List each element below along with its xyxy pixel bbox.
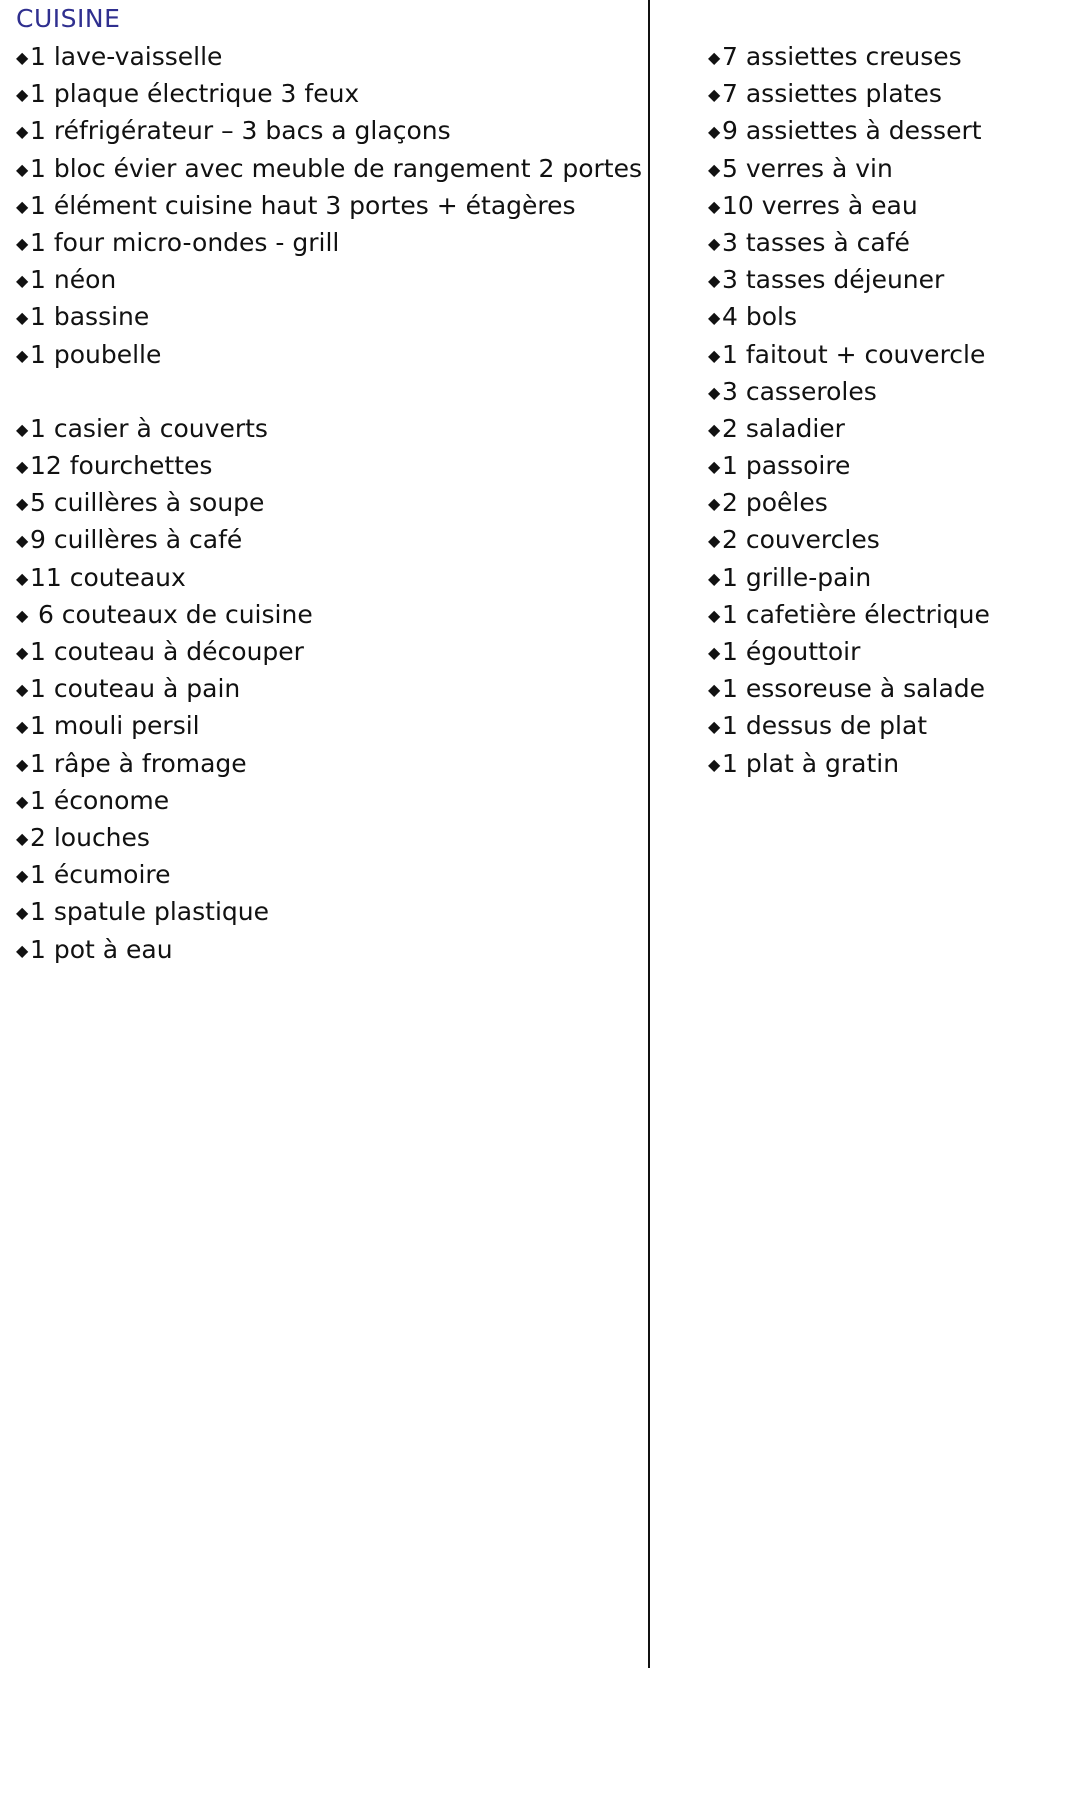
- list-item-text: 1 économe: [30, 785, 170, 815]
- list-item: [708, 410, 990, 447]
- list-item: [708, 447, 990, 484]
- column-divider: [648, 0, 650, 1668]
- bullet-icon: ◆: [708, 382, 721, 402]
- bullet-icon: ◆: [708, 680, 721, 700]
- bullet-icon: ◆: [16, 122, 29, 142]
- list-item-text: 1 plat à gratin: [722, 748, 900, 778]
- list-item: [16, 931, 642, 968]
- bullet-icon: ◆: [16, 754, 29, 774]
- list-item-text: 7 assiettes creuses: [722, 42, 962, 71]
- list-item: [708, 224, 990, 261]
- list-item: [708, 373, 990, 410]
- bullet-icon: ◆: [16, 85, 29, 105]
- list-item: [16, 261, 642, 298]
- list-item-text: 1 poubelle: [30, 339, 162, 369]
- list-item: [708, 112, 990, 149]
- list-item-text: 1 néon: [30, 265, 117, 295]
- list-item-text: 1 bassine: [30, 302, 150, 332]
- bullet-icon: ◆: [16, 271, 29, 291]
- list-item: [16, 150, 642, 187]
- list-item-text: 1 four micro-ondes - grill: [30, 227, 340, 257]
- list-item-text: 12 fourchettes: [30, 451, 213, 481]
- list-item-text: 9 assiettes à dessert: [722, 116, 982, 146]
- list-item: [16, 893, 642, 930]
- bullet-icon: ◆: [708, 233, 721, 253]
- list-item: [16, 856, 642, 893]
- list-item: [708, 707, 990, 744]
- list-item: [708, 670, 990, 707]
- bullet-icon: ◆: [708, 196, 721, 216]
- list-item: [708, 298, 990, 335]
- bullet-icon: ◆: [708, 643, 721, 662]
- list-item-text: 1 écumoire: [30, 860, 171, 890]
- bullet-icon: ◆: [16, 680, 29, 700]
- list-item-text: 1 faitout + couvercle: [722, 339, 986, 369]
- list-item-text: 1 cafetière électrique: [722, 599, 990, 629]
- list-item-text: 1 couteau à pain: [30, 674, 241, 704]
- list-item: [16, 336, 642, 373]
- list-item-text: 5 verres à vin: [722, 153, 893, 183]
- bullet-icon: ◆: [708, 85, 721, 105]
- bullet-icon: ◆: [16, 457, 29, 477]
- bullet-icon: ◆: [708, 159, 721, 179]
- list-item: [16, 224, 642, 261]
- bullet-icon: ◆: [708, 754, 721, 774]
- list-item-text: 1 bloc évier avec meuble de rangement 2 portes: [30, 153, 643, 183]
- list-item: [708, 336, 990, 373]
- list-item-text: 2 couvercles: [722, 525, 880, 555]
- list-item-text: 5 cuillères à soupe: [30, 488, 265, 518]
- list-item: [16, 447, 642, 484]
- right-inventory-list: [708, 38, 990, 782]
- list-item-text: 6 couteaux de cuisine: [30, 599, 313, 629]
- list-item-text: 1 élément cuisine haut 3 portes + étagères: [30, 190, 576, 220]
- list-item: [16, 38, 642, 75]
- list-item-text: 1 essoreuse à salade: [722, 674, 986, 704]
- bullet-icon: ◆: [708, 494, 721, 514]
- list-item-text: 1 casier à couverts: [30, 413, 268, 443]
- bullet-icon: ◆: [16, 940, 29, 960]
- list-item: [16, 187, 642, 224]
- list-item-text: 1 pot à eau: [30, 934, 173, 964]
- list-item: [708, 596, 990, 633]
- bullet-icon: ◆: [16, 308, 29, 328]
- list-item-text: 10 verres à eau: [722, 190, 918, 220]
- list-item: [16, 521, 642, 558]
- bullet-icon: ◆: [16, 791, 29, 811]
- list-item-text: 9 cuillères à café: [30, 525, 243, 555]
- list-item-text: 1 grille-pain: [722, 562, 872, 592]
- section-title: CUISINE: [16, 4, 121, 33]
- bullet-icon: ◆: [708, 419, 721, 439]
- bullet-icon: ◆: [16, 531, 29, 551]
- bullet-icon: ◆: [16, 196, 29, 216]
- bullet-icon: ◆: [16, 866, 29, 886]
- list-item: [708, 75, 990, 112]
- list-item: [16, 298, 642, 335]
- list-item-text: 3 tasses à café: [722, 227, 910, 257]
- bullet-icon: ◆: [708, 568, 721, 588]
- list-item-text: 1 réfrigérateur – 3 bacs a glaçons: [30, 116, 451, 146]
- bullet-icon: ◆: [16, 48, 29, 67]
- list-item: [708, 187, 990, 224]
- list-item: [708, 484, 990, 521]
- list-item-text: 2 poêles: [722, 488, 828, 518]
- bullet-icon: ◆: [708, 271, 721, 291]
- bullet-icon: ◆: [16, 345, 29, 365]
- bullet-icon: ◆: [16, 494, 29, 514]
- list-item-text: 4 bols: [722, 302, 797, 332]
- list-item-text: 1 spatule plastique: [30, 897, 269, 927]
- list-item: [16, 633, 642, 670]
- bullet-icon: ◆: [708, 345, 721, 365]
- bullet-icon: ◆: [708, 531, 721, 551]
- list-item: [16, 745, 642, 782]
- list-item-text: 3 tasses déjeuner: [722, 265, 945, 295]
- list-item: [16, 410, 642, 447]
- list-spacer: [16, 373, 642, 410]
- bullet-icon: ◆: [16, 828, 29, 848]
- list-item-text: 2 louches: [30, 822, 150, 852]
- bullet-icon: ◆: [16, 233, 29, 253]
- list-item-text: 11 couteaux: [30, 562, 186, 592]
- list-item-text: 3 casseroles: [722, 376, 877, 406]
- list-item-text: 2 saladier: [722, 413, 845, 443]
- list-item: [16, 782, 642, 819]
- bullet-icon: ◆: [16, 568, 29, 588]
- list-item: [16, 670, 642, 707]
- list-item: [16, 112, 642, 149]
- bullet-icon: ◆: [16, 903, 29, 923]
- list-item-text: 1 lave-vaisselle: [30, 42, 223, 71]
- list-item: [16, 819, 642, 856]
- list-item-text: 7 assiettes plates: [722, 79, 942, 109]
- list-item-text: 1 égouttoir: [722, 637, 861, 666]
- list-item-text: 1 râpe à fromage: [30, 748, 247, 778]
- list-item: [16, 484, 642, 521]
- list-item: [708, 633, 990, 670]
- list-item: [708, 559, 990, 596]
- bullet-icon: ◆: [708, 48, 721, 67]
- list-item: [16, 707, 642, 744]
- list-item-text: 1 passoire: [722, 451, 851, 481]
- bullet-icon: ◆: [16, 159, 29, 179]
- left-inventory-list: [16, 38, 642, 968]
- bullet-icon: ◆: [708, 717, 721, 737]
- bullet-icon: ◆: [16, 643, 29, 662]
- bullet-icon: ◆: [708, 605, 721, 625]
- list-item: [708, 150, 990, 187]
- list-item-text: 1 mouli persil: [30, 711, 200, 741]
- list-item: [708, 521, 990, 558]
- list-item-text: 1 couteau à découper: [30, 637, 304, 666]
- list-item-text: 1 dessus de plat: [722, 711, 928, 741]
- list-item: [16, 596, 642, 633]
- list-item: [708, 261, 990, 298]
- bullet-icon: ◆: [16, 605, 29, 625]
- bullet-icon: ◆: [708, 457, 721, 477]
- bullet-icon: ◆: [708, 122, 721, 142]
- list-item: [708, 745, 990, 782]
- bullet-icon: ◆: [708, 308, 721, 328]
- list-item: [708, 38, 990, 75]
- list-item: [16, 75, 642, 112]
- bullet-icon: ◆: [16, 419, 29, 439]
- bullet-icon: ◆: [16, 717, 29, 737]
- list-item-text: 1 plaque électrique 3 feux: [30, 79, 360, 109]
- list-item: [16, 559, 642, 596]
